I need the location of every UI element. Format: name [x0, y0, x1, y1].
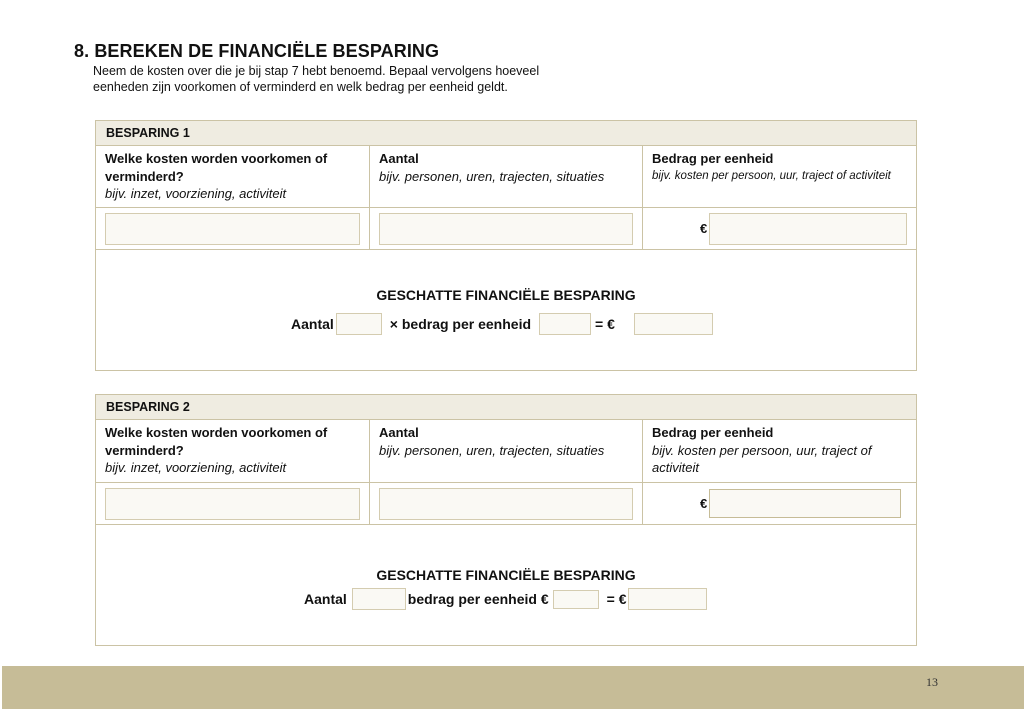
summary-area [96, 525, 916, 645]
page-title: 8. BEREKEN DE FINANCIËLE BESPARING [74, 41, 440, 61]
cost-column-header [96, 146, 369, 207]
cost-input[interactable] [105, 213, 360, 245]
cost-label: Welke kosten worden voorkomen of verminderd? [105, 425, 328, 458]
count-input[interactable] [379, 213, 633, 245]
summary-count-input[interactable] [336, 313, 382, 335]
amount-cell [642, 483, 916, 524]
cost-label: Welke kosten worden voorkomen of verminderd? [105, 151, 328, 184]
summary-total-input[interactable] [634, 313, 713, 335]
column-header-row [96, 146, 916, 208]
intro-text [93, 63, 573, 95]
count-column-header [369, 420, 642, 482]
currency-symbol: € [700, 495, 708, 511]
cost-hint: bijv. inzet, voorziening, activiteit [105, 460, 287, 475]
amount-column-header [642, 146, 916, 207]
cost-hint: bijv. inzet, voorziening, activiteit [105, 186, 287, 201]
summary-count-input[interactable] [352, 588, 406, 610]
summary-formula [291, 313, 713, 335]
count-label: Aantal [379, 151, 419, 166]
count-hint: bijv. personen, uren, trajecten, situaties [379, 168, 605, 184]
summary-total-input[interactable] [628, 588, 707, 610]
count-column-header [369, 146, 642, 207]
savings-card-title: BESPARING 2 [96, 395, 916, 420]
summary-formula [304, 588, 707, 610]
savings-card-2 [95, 394, 917, 646]
cost-input[interactable] [105, 488, 360, 520]
amount-cell [642, 208, 916, 249]
savings-card-1 [95, 120, 917, 371]
count-hint: bijv. personen, uren, trajecten, situaties [379, 442, 605, 458]
page-number: 13 [926, 675, 938, 689]
summary-count-label: Aantal [304, 591, 347, 607]
count-input[interactable] [379, 488, 633, 520]
amount-input[interactable] [709, 213, 907, 245]
amount-hint: bijv. kosten per persoon, uur, traject of activiteit [652, 169, 891, 182]
amount-column-header [642, 420, 916, 482]
intro-line-2: eenheden zijn voorkomen of verminderd en welk bedrag per eenheid geldt. [93, 80, 508, 94]
cost-cell [96, 208, 369, 249]
count-cell [369, 483, 642, 524]
summary-count-label: Aantal [291, 316, 334, 332]
summary-title: GESCHATTE FINANCIËLE BESPARING [376, 567, 636, 583]
summary-equals: = € [606, 591, 627, 607]
summary-mult-label: bedrag per eenheid € [407, 591, 549, 607]
cost-cell [96, 483, 369, 524]
savings-card-title: BESPARING 1 [96, 121, 916, 146]
currency-symbol: € [700, 220, 708, 236]
amount-hint: bijv. kosten per persoon, uur, traject of activiteit [652, 442, 872, 475]
summary-amount-input[interactable] [539, 313, 591, 335]
amount-input[interactable] [709, 489, 901, 518]
input-row [96, 208, 916, 250]
intro-line-1: Neem de kosten over die je bij stap 7 hebt benoemd. Bepaal vervolgens hoeveel [93, 64, 540, 78]
amount-label: Bedrag per eenheid [652, 425, 774, 440]
column-header-row [96, 420, 916, 483]
summary-area [96, 250, 916, 370]
cost-column-header [96, 420, 369, 482]
count-label: Aantal [379, 425, 419, 440]
page-footer [2, 666, 1024, 709]
amount-label: Bedrag per eenheid [652, 151, 774, 166]
summary-title: GESCHATTE FINANCIËLE BESPARING [376, 287, 636, 303]
input-row [96, 483, 916, 525]
summary-amount-input[interactable] [553, 590, 599, 609]
count-cell [369, 208, 642, 249]
summary-equals: = € [595, 316, 615, 332]
summary-mult-label: × bedrag per eenheid [389, 316, 532, 332]
